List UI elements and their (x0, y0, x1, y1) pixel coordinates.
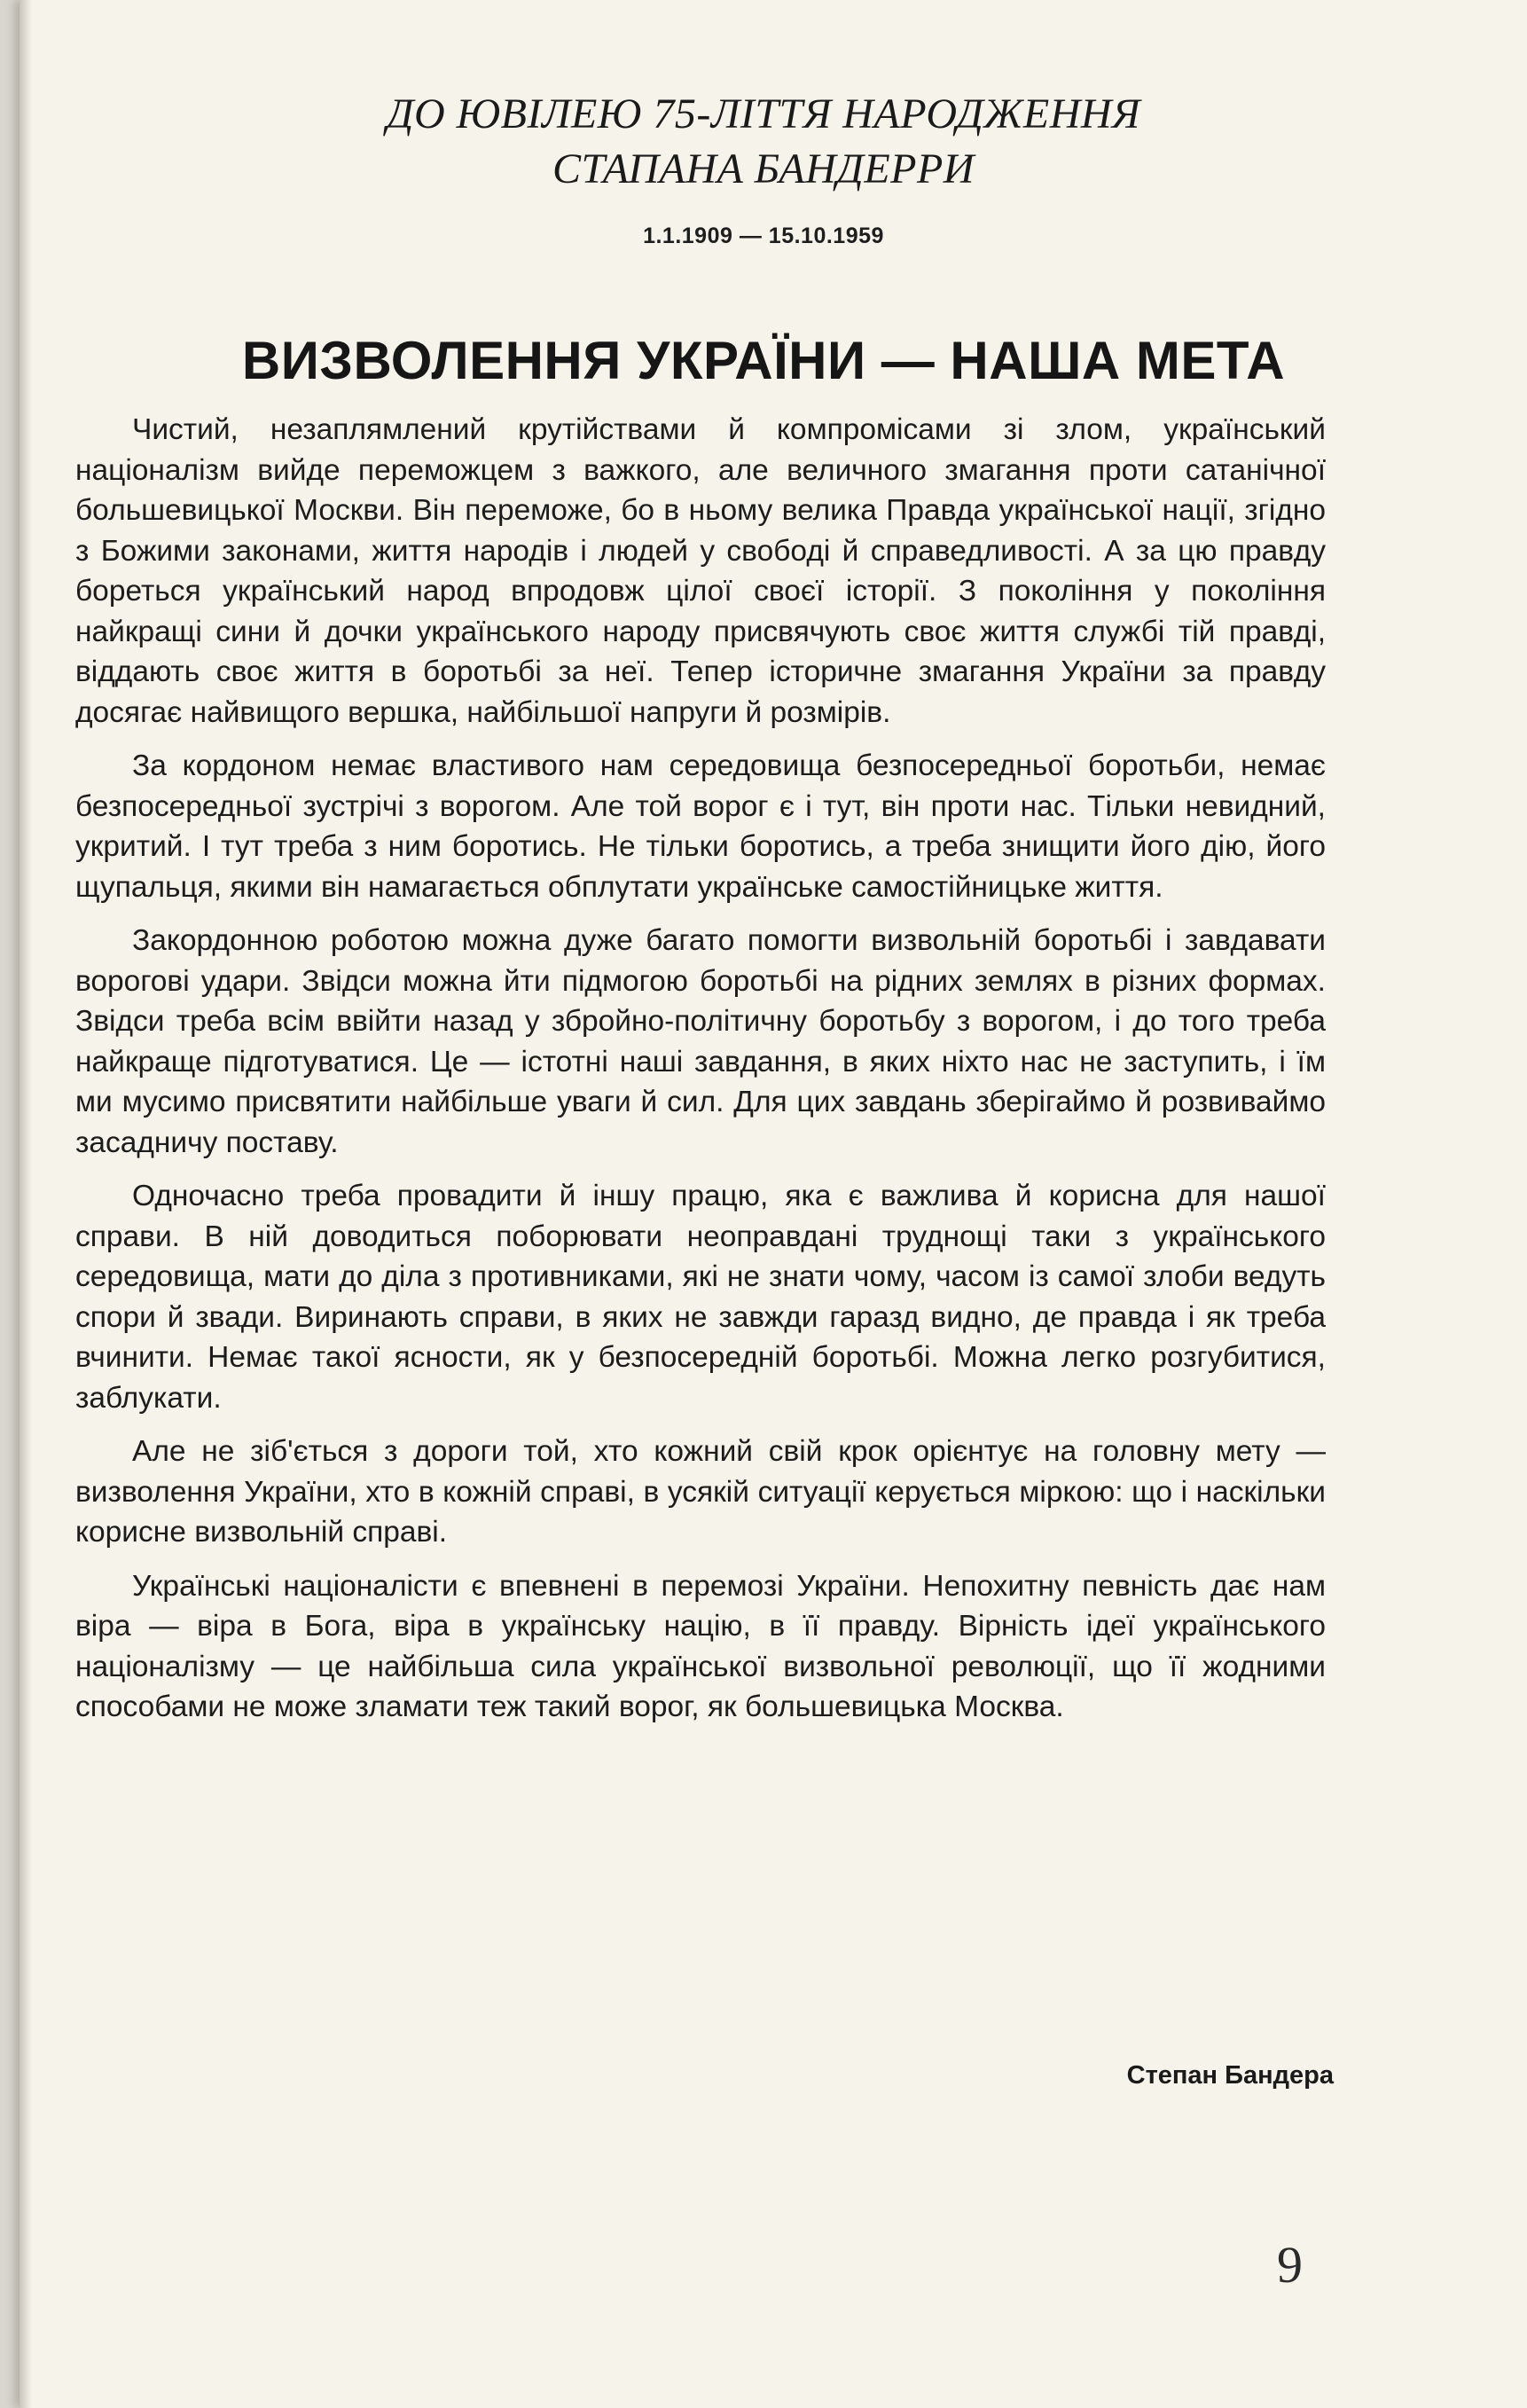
paragraph-2: За кордоном немає властивого нам середовища безпосередньої боротьби, немає безпосередньої зустрічі з ворогом. Але той ворог є і тут, він проти нас. Тільки невидний, укритий. І тут треба з ним боротись. Не тільки боротись, а треба знищити його дію, його щупальця, якими він намагається обплутати українське самостійницьке життя. (75, 749, 1326, 904)
paragraph-6: Українські націоналісти є впевнені в перемозі України. Непохитну певність дає нам віра — віра в Бога, віра в українську націю, в її правду. Вірність ідеї українського націоналізму — це найбільша сила української визвольної революції, що її жодними способами не може зламати теж такий ворог, як большевицька Москва. (75, 1569, 1326, 1723)
paragraph-4: Одночасно треба провадити й іншу працю, яка є важлива й корисна для нашої справи. В ній доводиться поборювати неоправдані труднощі таки з українського середовища, мати до діла з противниками, які не знати чому, часом із самої злоби ведуть спори й звади. Виринають справи, в яких не завжди гаразд видно, де правда і як треба вчинити. Немає такої ясности, як у безпосередній боротьбі. Можна легко розгубитися, заблукати. (75, 1180, 1326, 1415)
article-body (75, 410, 1326, 1741)
paragraph-5: Але не зіб'ється з дороги той, хто кожний свій крок орієнтує на головну мету — визволення України, хто в кожній справі, в усякій ситуації керується міркою: що і наскільки корисне визвольній справі. (75, 1435, 1326, 1549)
dedication-line-2: СТАПАНА БАНДЕРРИ (552, 145, 975, 192)
article-title: ВИЗВОЛЕННЯ УКРАЇНИ — НАША МЕТА (241, 331, 1286, 390)
dedication-line-1: ДО ЮВІЛЕЮ 75-ЛІТТЯ НАРОДЖЕННЯ (386, 90, 1141, 137)
page-number: 9 (1277, 2236, 1303, 2294)
paragraph-1: Чистий, незаплямлений крутійствами й компромісами зі злом, український націоналізм вийде переможцем з важкого, але величного змагання проти сатанічної большевицької Москви. Він переможе, бо в ньому велика Правда української нації, згідно з Божими законами, життя народів і людей у свободі й справедливості. А за цю правду бореться український народ впродовж цілої своєї історії. З покоління у покоління найкращі сини й дочки українського народу присвячують своє життя службі тій правді, віддають своє життя в боротьбі за неї. Тепер історичне змагання України за правду досягає найвищого вершка, найбільшої напруги й розмірів. (75, 413, 1326, 729)
author-signature: Степан Бандера (1126, 2061, 1334, 2090)
life-dates: 1.1.1909 — 15.10.1959 (643, 224, 884, 248)
dedication-heading (0, 87, 1527, 197)
paragraph-3: Закордонною роботою можна дуже багато помогти визвольній боротьбі і завдавати ворогові удари. Звідси можна йти підмогою боротьбі на рідних землях в різних формах. Звідси треба всім ввійти назад у збройно-політичну боротьбу з ворогом, і до того треба найкраще підготуватися. Це — істотні наші завдання, в яких ніхто нас не заступить, і їм ми мусимо присвятити найбільше уваги й сил. Для цих завдань зберігаймо й розвиваймо засадничу поставу. (75, 924, 1326, 1159)
